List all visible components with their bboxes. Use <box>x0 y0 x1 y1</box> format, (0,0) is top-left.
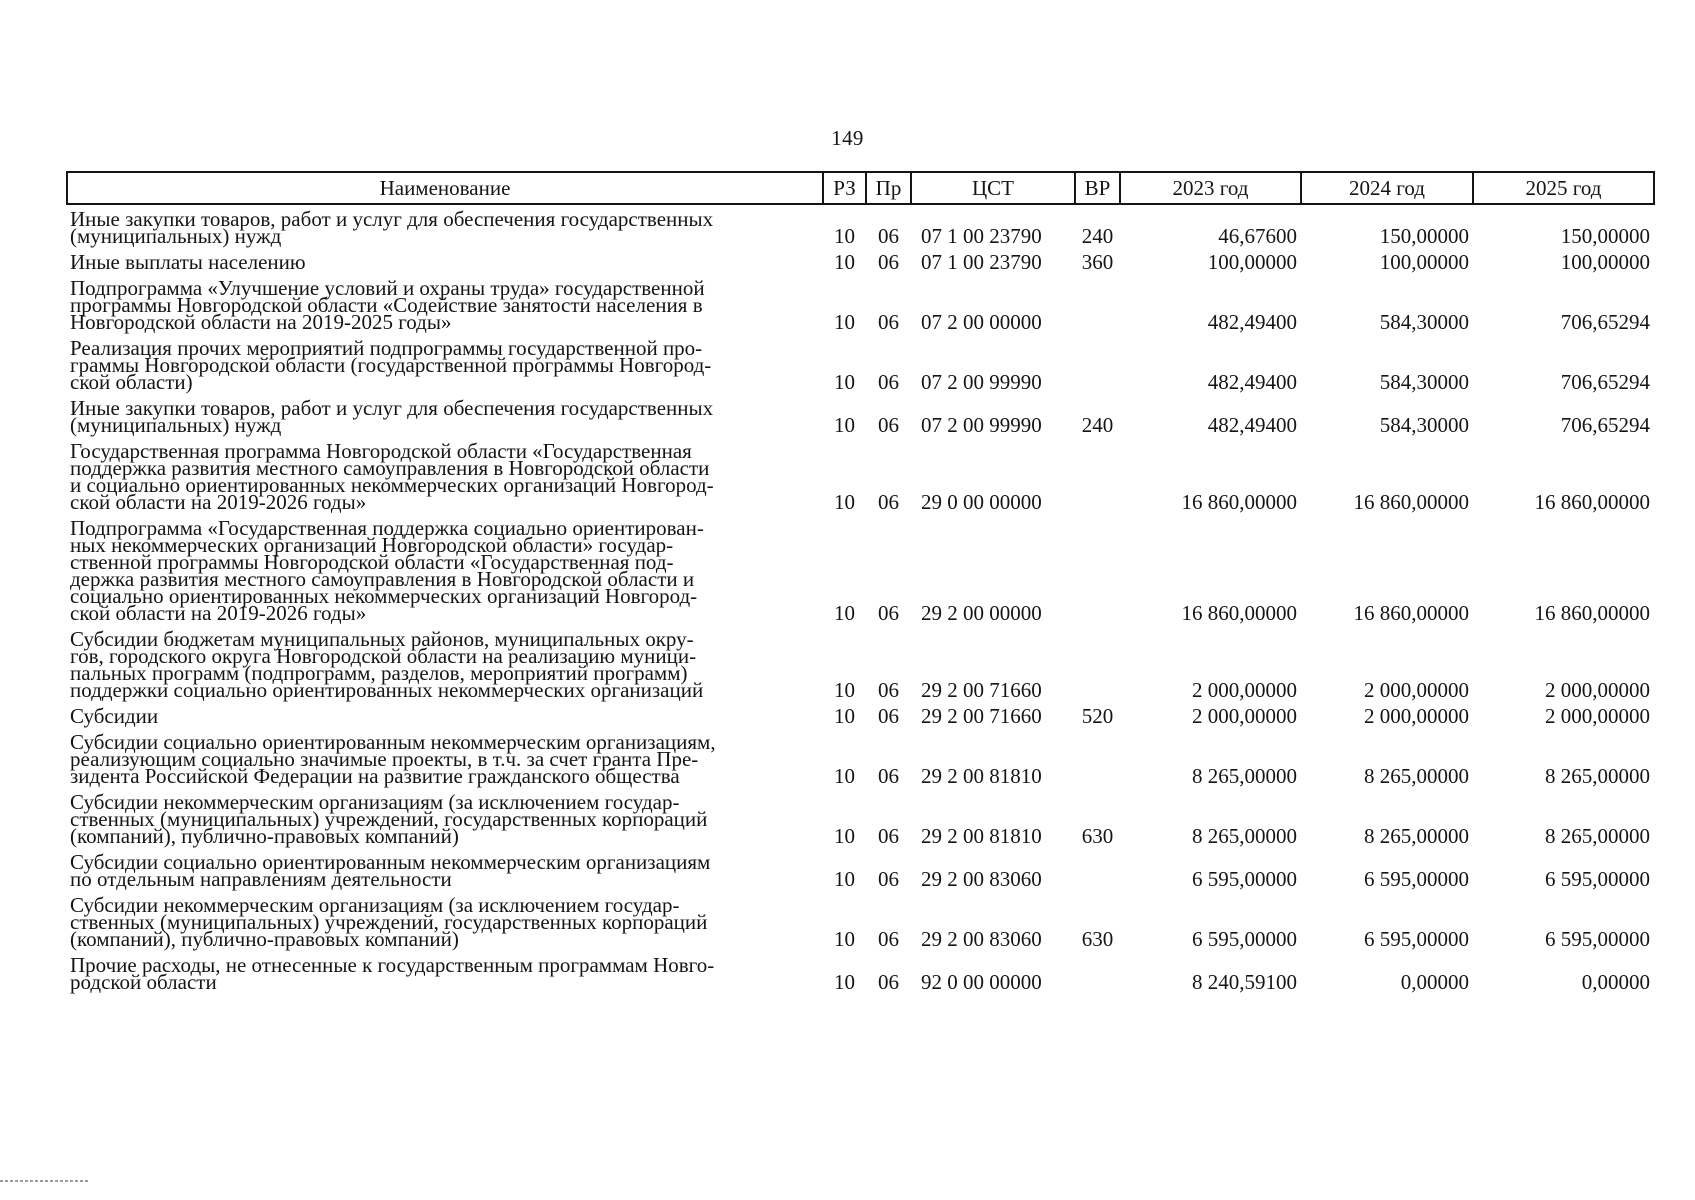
name-line: поддержка развития местного самоуправления в Новгородской области <box>70 456 710 480</box>
cell-2025: 150,00000 <box>1560 224 1650 248</box>
cell-vr <box>1075 625 1120 702</box>
name-line: родской области <box>70 970 217 994</box>
table-row <box>67 848 1654 891</box>
cell-2023: 482,49400 <box>1207 413 1297 437</box>
name-line: ской области на 2019-2026 годы» <box>70 490 367 514</box>
header-year-2023: 2023 год <box>1120 172 1301 204</box>
cell-cst: 29 2 00 83060 <box>921 867 1042 891</box>
cell-2025: 706,65294 <box>1560 310 1650 334</box>
cell-name <box>67 204 823 248</box>
cell-2024: 8 265,00000 <box>1364 764 1469 788</box>
table-row <box>67 514 1654 625</box>
name-line: Реализация прочих мероприятий подпрограммы государственной про- <box>70 336 703 360</box>
cell-rz: 10 <box>834 250 855 274</box>
cell-2024: 16 860,00000 <box>1353 601 1469 625</box>
cell-vr <box>1075 514 1120 625</box>
cell-name <box>67 514 823 625</box>
name-line: (компаний), публично-правовых компаний) <box>70 824 459 848</box>
cell-2024: 584,30000 <box>1379 413 1469 437</box>
budget-table <box>66 171 1655 994</box>
cell-2024: 100,00000 <box>1379 250 1469 274</box>
name-line: Субсидии социально ориентированным некоммерческим организациям, <box>70 730 716 754</box>
cell-cst: 07 1 00 23790 <box>921 224 1042 248</box>
name-line: граммы Новгородской области (государственной программы Новгород- <box>70 353 712 377</box>
cell-2024: 2 000,00000 <box>1364 704 1469 728</box>
cell-2025: 100,00000 <box>1560 250 1650 274</box>
cell-name <box>67 951 823 994</box>
cell-pr: 06 <box>878 490 899 514</box>
cell-vr <box>1075 437 1120 514</box>
cell-2025: 2 000,00000 <box>1545 678 1650 702</box>
cell-cst: 29 2 00 71660 <box>921 678 1042 702</box>
cell-cst: 07 2 00 99990 <box>921 370 1042 394</box>
name-line: ской области) <box>70 370 193 394</box>
header-pr: Пр <box>866 172 911 204</box>
name-line: пальных программ (подпрограмм, разделов, мероприятий программ) <box>70 661 688 685</box>
table-row <box>67 274 1654 334</box>
cell-cst: 29 2 00 00000 <box>921 601 1042 625</box>
cell-2025: 8 265,00000 <box>1545 824 1650 848</box>
cell-2023: 6 595,00000 <box>1192 927 1297 951</box>
cell-cst: 29 2 00 81810 <box>921 764 1042 788</box>
page-number: 149 <box>831 126 864 150</box>
cell-cst: 07 2 00 99990 <box>921 413 1042 437</box>
cell-pr: 06 <box>878 824 899 848</box>
cell-rz: 10 <box>834 678 855 702</box>
cell-2023: 16 860,00000 <box>1181 601 1297 625</box>
cell-rz: 10 <box>834 490 855 514</box>
cell-2023: 6 595,00000 <box>1192 867 1297 891</box>
cell-pr: 06 <box>878 927 899 951</box>
name-line: Иные закупки товаров, работ и услуг для обеспечения государственных <box>70 207 714 231</box>
name-line: Иные закупки товаров, работ и услуг для обеспечения государственных <box>70 396 714 420</box>
table-header-row <box>67 172 1654 204</box>
table-row <box>67 702 1654 728</box>
cell-2024: 6 595,00000 <box>1364 867 1469 891</box>
cell-vr: 630 <box>1081 824 1114 848</box>
name-line: Субсидии <box>70 704 159 728</box>
cell-2023: 8 240,59100 <box>1192 970 1297 994</box>
name-line: (компаний), публично-правовых компаний) <box>70 927 459 951</box>
cell-cst: 07 1 00 23790 <box>921 250 1042 274</box>
cell-2025: 8 265,00000 <box>1545 764 1650 788</box>
name-line: (муниципальных) нужд <box>70 413 282 437</box>
cell-2023: 16 860,00000 <box>1181 490 1297 514</box>
cell-pr: 06 <box>878 250 899 274</box>
table-row <box>67 891 1654 951</box>
cell-name <box>67 788 823 848</box>
cell-2024: 6 595,00000 <box>1364 927 1469 951</box>
name-line: держка развития местного самоуправления в Новгородской области и <box>70 567 695 591</box>
cell-2024: 584,30000 <box>1379 310 1469 334</box>
table-row <box>67 204 1654 248</box>
name-line: ственных (муниципальных) учреждений, государственных корпораций <box>70 807 708 831</box>
cell-rz: 10 <box>834 224 855 248</box>
cell-rz: 10 <box>834 764 855 788</box>
table-row <box>67 248 1654 274</box>
cell-2025: 706,65294 <box>1560 413 1650 437</box>
cell-vr <box>1075 728 1120 788</box>
cell-vr: 240 <box>1081 413 1114 437</box>
cell-cst: 29 0 00 00000 <box>921 490 1042 514</box>
cell-pr: 06 <box>878 867 899 891</box>
cell-name <box>67 625 823 702</box>
cell-2024: 8 265,00000 <box>1364 824 1469 848</box>
table-row <box>67 437 1654 514</box>
name-line: Новгородской области на 2019-2025 годы» <box>70 310 452 334</box>
cell-2025: 6 595,00000 <box>1545 867 1650 891</box>
cell-name <box>67 891 823 951</box>
cell-2023: 482,49400 <box>1207 310 1297 334</box>
cell-2025: 2 000,00000 <box>1545 704 1650 728</box>
name-line: программы Новгородской области «Содействие занятости населения в <box>70 293 703 317</box>
cell-2023: 8 265,00000 <box>1192 764 1297 788</box>
cell-cst: 92 0 00 00000 <box>921 970 1042 994</box>
header-name: Наименование <box>67 172 823 204</box>
name-line: ской области на 2019-2026 годы» <box>70 601 367 625</box>
name-line: социально ориентированных некоммерческих организаций Новгород- <box>70 584 698 608</box>
cell-pr: 06 <box>878 764 899 788</box>
table-body <box>67 204 1654 994</box>
name-line: Субсидии некоммерческим организациям (за исключением государ- <box>70 790 680 814</box>
name-line: Иные выплаты населению <box>70 250 306 274</box>
cell-2025: 6 595,00000 <box>1545 927 1650 951</box>
cell-cst: 29 2 00 81810 <box>921 824 1042 848</box>
cell-cst: 29 2 00 71660 <box>921 704 1042 728</box>
cell-pr: 06 <box>878 704 899 728</box>
name-line: зидента Российской Федерации на развитие гражданского общества <box>70 764 680 788</box>
cell-vr: 630 <box>1081 927 1114 951</box>
cell-pr: 06 <box>878 370 899 394</box>
table-row <box>67 788 1654 848</box>
name-line: Субсидии бюджетам муниципальных районов, муниципальных окру- <box>70 627 694 651</box>
cell-2025: 16 860,00000 <box>1534 490 1650 514</box>
cell-rz: 10 <box>834 704 855 728</box>
cell-cst: 07 2 00 00000 <box>921 310 1042 334</box>
cell-name <box>67 334 823 394</box>
name-line: Подпрограмма «Улучшение условий и охраны труда» государственной <box>70 276 705 300</box>
cell-2024: 584,30000 <box>1379 370 1469 394</box>
cell-2023: 8 265,00000 <box>1192 824 1297 848</box>
header-cst: ЦСТ <box>911 172 1075 204</box>
cell-vr <box>1075 848 1120 891</box>
cell-rz: 10 <box>834 601 855 625</box>
cell-2023: 2 000,00000 <box>1192 678 1297 702</box>
cell-rz: 10 <box>834 927 855 951</box>
cell-name <box>67 728 823 788</box>
header-vr: ВР <box>1075 172 1120 204</box>
scan-artifact <box>0 1180 88 1182</box>
cell-rz: 10 <box>834 310 855 334</box>
cell-pr: 06 <box>878 970 899 994</box>
table-row <box>67 951 1654 994</box>
cell-2023: 100,00000 <box>1207 250 1297 274</box>
name-line: гов, городского округа Новгородской области на реализацию муници- <box>70 644 697 668</box>
cell-2023: 2 000,00000 <box>1192 704 1297 728</box>
cell-vr <box>1075 951 1120 994</box>
cell-2024: 16 860,00000 <box>1353 490 1469 514</box>
cell-pr: 06 <box>878 601 899 625</box>
cell-rz: 10 <box>834 867 855 891</box>
name-line: и социально ориентированных некоммерческих организаций Новгород- <box>70 473 714 497</box>
header-year-2025: 2025 год <box>1473 172 1654 204</box>
cell-2025: 706,65294 <box>1560 370 1650 394</box>
cell-rz: 10 <box>834 970 855 994</box>
cell-pr: 06 <box>878 310 899 334</box>
cell-vr: 240 <box>1081 224 1114 248</box>
name-line: реализующим социально значимые проекты, в т.ч. за счет гранта Пре- <box>70 747 699 771</box>
cell-2024: 2 000,00000 <box>1364 678 1469 702</box>
name-line: Подпрограмма «Государственная поддержка социально ориентирован- <box>70 516 704 540</box>
table-row <box>67 728 1654 788</box>
name-line: ных некоммерческих организаций Новгородской области» государ- <box>70 533 674 557</box>
cell-2023: 482,49400 <box>1207 370 1297 394</box>
cell-rz: 10 <box>834 370 855 394</box>
header-year-2024: 2024 год <box>1301 172 1473 204</box>
name-line: Субсидии социально ориентированным некоммерческим организациям <box>70 850 711 874</box>
name-line: ственной программы Новгородской области «Государственная под- <box>70 550 674 574</box>
cell-2024: 0,00000 <box>1400 970 1469 994</box>
cell-cst: 29 2 00 83060 <box>921 927 1042 951</box>
cell-pr: 06 <box>878 678 899 702</box>
cell-name <box>67 702 823 728</box>
cell-rz: 10 <box>834 824 855 848</box>
table-row <box>67 394 1654 437</box>
cell-vr <box>1075 334 1120 394</box>
cell-rz: 10 <box>834 413 855 437</box>
name-line: Государственная программа Новгородской области «Государственная <box>70 439 692 463</box>
cell-vr <box>1075 274 1120 334</box>
cell-vr: 520 <box>1081 704 1114 728</box>
cell-2025: 16 860,00000 <box>1534 601 1650 625</box>
cell-name <box>67 248 823 274</box>
cell-name <box>67 848 823 891</box>
cell-2024: 150,00000 <box>1379 224 1469 248</box>
cell-vr: 360 <box>1081 250 1114 274</box>
cell-name <box>67 394 823 437</box>
name-line: Прочие расходы, не отнесенные к государственным программам Новго- <box>70 953 715 977</box>
name-line: ственных (муниципальных) учреждений, государственных корпораций <box>70 910 708 934</box>
table-row <box>67 625 1654 702</box>
name-line: по отдельным направлениям деятельности <box>70 867 452 891</box>
cell-name <box>67 274 823 334</box>
table-row <box>67 334 1654 394</box>
header-rz: РЗ <box>823 172 866 204</box>
cell-name <box>67 437 823 514</box>
name-line: поддержки социально ориентированных некоммерческих организаций <box>70 678 704 702</box>
cell-2025: 0,00000 <box>1581 970 1650 994</box>
cell-2023: 46,67600 <box>1218 224 1297 248</box>
name-line: Субсидии некоммерческим организациям (за исключением государ- <box>70 893 680 917</box>
cell-pr: 06 <box>878 413 899 437</box>
name-line: (муниципальных) нужд <box>70 224 282 248</box>
cell-pr: 06 <box>878 224 899 248</box>
